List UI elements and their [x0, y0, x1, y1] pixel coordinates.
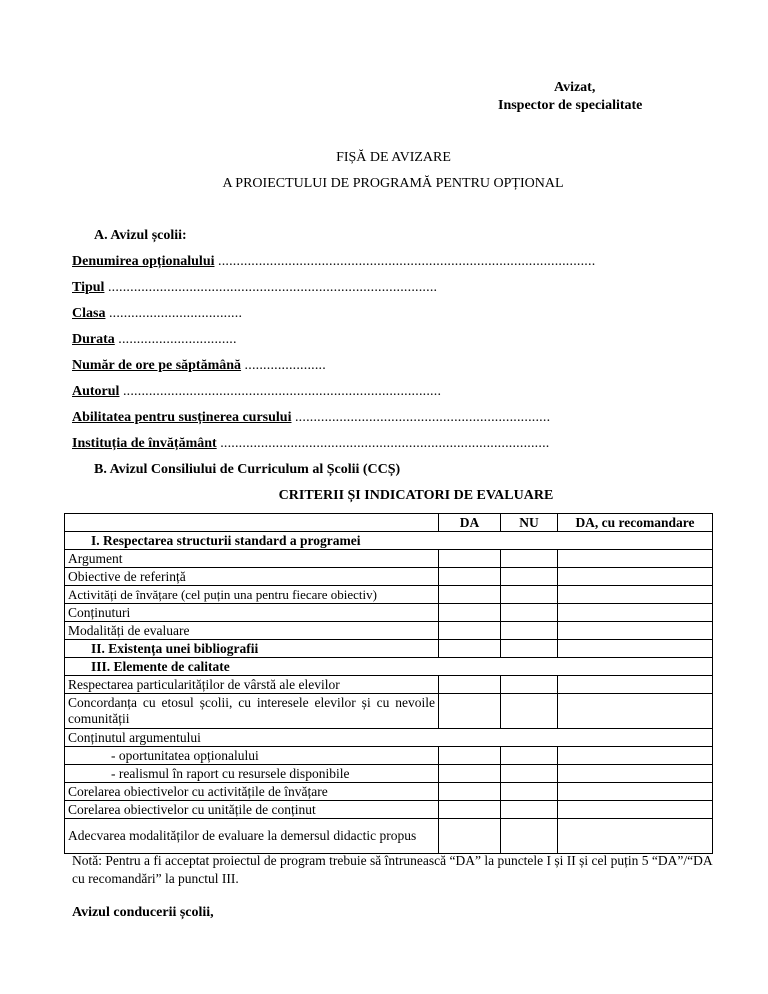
criterion-label: Corelarea obiectivelor cu activitățile de învățare [65, 783, 439, 801]
nu-cell[interactable] [501, 747, 558, 765]
field-clasa [72, 306, 242, 322]
field-dots: ..................................................................... [294, 410, 551, 425]
section-heading: I. Respectarea structurii standard a programei [65, 532, 713, 550]
approved-label: Avizat, [554, 80, 596, 95]
inspector-label: Inspector de specialitate [498, 98, 643, 113]
field-label: Instituția de învățământ [72, 436, 217, 451]
nu-cell[interactable] [501, 568, 558, 586]
field-label: Clasa [72, 306, 106, 321]
field-label: Număr de ore pe săptămână [72, 358, 242, 373]
da-cell[interactable] [439, 819, 501, 854]
field-dots: ...................................................................................................... [218, 254, 596, 269]
document-title: FIȘĂ DE AVIZARE [336, 150, 451, 165]
field-denumire [72, 254, 595, 270]
recommendation-cell[interactable] [558, 819, 713, 854]
recommendation-cell[interactable] [558, 765, 713, 783]
section-row [65, 658, 713, 676]
table-row [65, 765, 713, 783]
table-row [65, 568, 713, 586]
table-row [65, 604, 713, 622]
da-cell[interactable] [439, 801, 501, 819]
da-cell[interactable] [439, 622, 501, 640]
criterion-label: Respectarea particularităților de vârstă ale elevilor [65, 676, 439, 694]
nu-cell[interactable] [501, 765, 558, 783]
criterion-label: - oportunitatea opționalului [65, 747, 439, 765]
table-row [65, 819, 713, 854]
recommendation-cell[interactable] [558, 747, 713, 765]
field-institutia [72, 436, 550, 452]
recommendation-cell[interactable] [558, 801, 713, 819]
recommendation-cell[interactable] [558, 783, 713, 801]
da-cell[interactable] [439, 783, 501, 801]
criterion-header-cell [65, 514, 439, 532]
da-cell[interactable] [439, 676, 501, 694]
nu-cell[interactable] [501, 586, 558, 604]
nu-cell[interactable] [501, 550, 558, 568]
criterion-label: Corelarea obiectivelor cu unitățile de conținut [65, 801, 439, 819]
table-row [65, 586, 713, 604]
section-row [65, 729, 713, 747]
recommendation-cell[interactable] [558, 622, 713, 640]
criterion-label: Modalități de evaluare [65, 622, 439, 640]
field-dots: ................................ [118, 332, 237, 347]
da-cell[interactable] [439, 747, 501, 765]
field-label: Tipul [72, 280, 105, 295]
da-cell[interactable] [439, 550, 501, 568]
col-nu: NU [501, 514, 558, 532]
nu-cell[interactable] [501, 801, 558, 819]
criterion-label: Argument [65, 550, 439, 568]
col-da: DA [439, 514, 501, 532]
field-label: Abilitatea pentru susținerea cursului [72, 410, 292, 425]
field-abilitatea [72, 410, 550, 426]
section-b-heading: B. Avizul Consiliului de Curriculum al Școlii (CCȘ) [94, 462, 401, 477]
criterion-label: Adecvarea modalităților de evaluare la demersul didactic propus [65, 819, 439, 854]
recommendation-cell[interactable] [558, 640, 713, 658]
nu-cell[interactable] [501, 604, 558, 622]
table-header-row [65, 514, 713, 532]
criterion-label: Obiective de referință [65, 568, 439, 586]
criterion-label: Activități de învățare (cel puțin una pentru fiecare obiectiv) [65, 586, 439, 604]
criterion-label: Conținuturi [65, 604, 439, 622]
table-title: CRITERII ȘI INDICATORI DE EVALUARE [278, 488, 554, 503]
field-durata [72, 332, 237, 348]
recommendation-cell[interactable] [558, 676, 713, 694]
document-subtitle: A PROIECTULUI DE PROGRAMĂ PENTRU OPȚIONAL [222, 176, 564, 191]
da-cell[interactable] [439, 765, 501, 783]
field-tipul [72, 280, 437, 296]
table-row [65, 676, 713, 694]
field-label: Autorul [72, 384, 120, 399]
field-dots: ...................................................................................... [122, 384, 442, 399]
recommendation-cell[interactable] [558, 586, 713, 604]
table-row [65, 694, 713, 729]
recommendation-cell[interactable] [558, 694, 713, 729]
section-heading: III. Elemente de calitate [65, 658, 713, 676]
field-dots: ...................... [244, 358, 326, 373]
nu-cell[interactable] [501, 622, 558, 640]
field-dots: ......................................................................................... [107, 280, 438, 295]
col-da-recomandare: DA, cu recomandare [558, 514, 713, 532]
table-row [65, 801, 713, 819]
nu-cell[interactable] [501, 640, 558, 658]
nu-cell[interactable] [501, 783, 558, 801]
nu-cell[interactable] [501, 676, 558, 694]
table-row [65, 550, 713, 568]
school-management-signature-label: Avizul conducerii școlii, [72, 905, 214, 920]
recommendation-cell[interactable] [558, 568, 713, 586]
criterion-label: Concordanța cu etosul școlii, cu interesele elevilor și cu nevoile comunității [65, 694, 439, 729]
field-dots: ......................................................................................... [220, 436, 550, 451]
field-dots: .................................... [108, 306, 243, 321]
da-cell[interactable] [439, 694, 501, 729]
section-row [65, 532, 713, 550]
section-heading: II. Existența unei bibliografii [65, 640, 439, 658]
nu-cell[interactable] [501, 819, 558, 854]
criteria-table [64, 513, 713, 854]
da-cell[interactable] [439, 586, 501, 604]
da-cell[interactable] [439, 604, 501, 622]
field-autorul [72, 384, 441, 400]
da-cell[interactable] [439, 640, 501, 658]
table-row [65, 747, 713, 765]
criterion-label: Conținutul argumentului [65, 729, 713, 747]
field-label: Durata [72, 332, 115, 347]
criterion-label: - realismul în raport cu resursele disponibile [65, 765, 439, 783]
table-row [65, 622, 713, 640]
da-cell[interactable] [439, 568, 501, 586]
evaluation-note: Notă: Pentru a fi acceptat proiectul de program trebuie să întrunească “DA” la punctele I și II și cel puțin 5 “DA”/“DA cu recomandări” la punctul III. [72, 853, 712, 886]
section-a-heading: A. Avizul școlii: [94, 228, 187, 243]
field-label: Denumirea opționalului [72, 254, 215, 269]
recommendation-cell[interactable] [558, 604, 713, 622]
nu-cell[interactable] [501, 694, 558, 729]
section-row [65, 640, 713, 658]
field-numar-ore [72, 358, 326, 374]
recommendation-cell[interactable] [558, 550, 713, 568]
table-row [65, 783, 713, 801]
